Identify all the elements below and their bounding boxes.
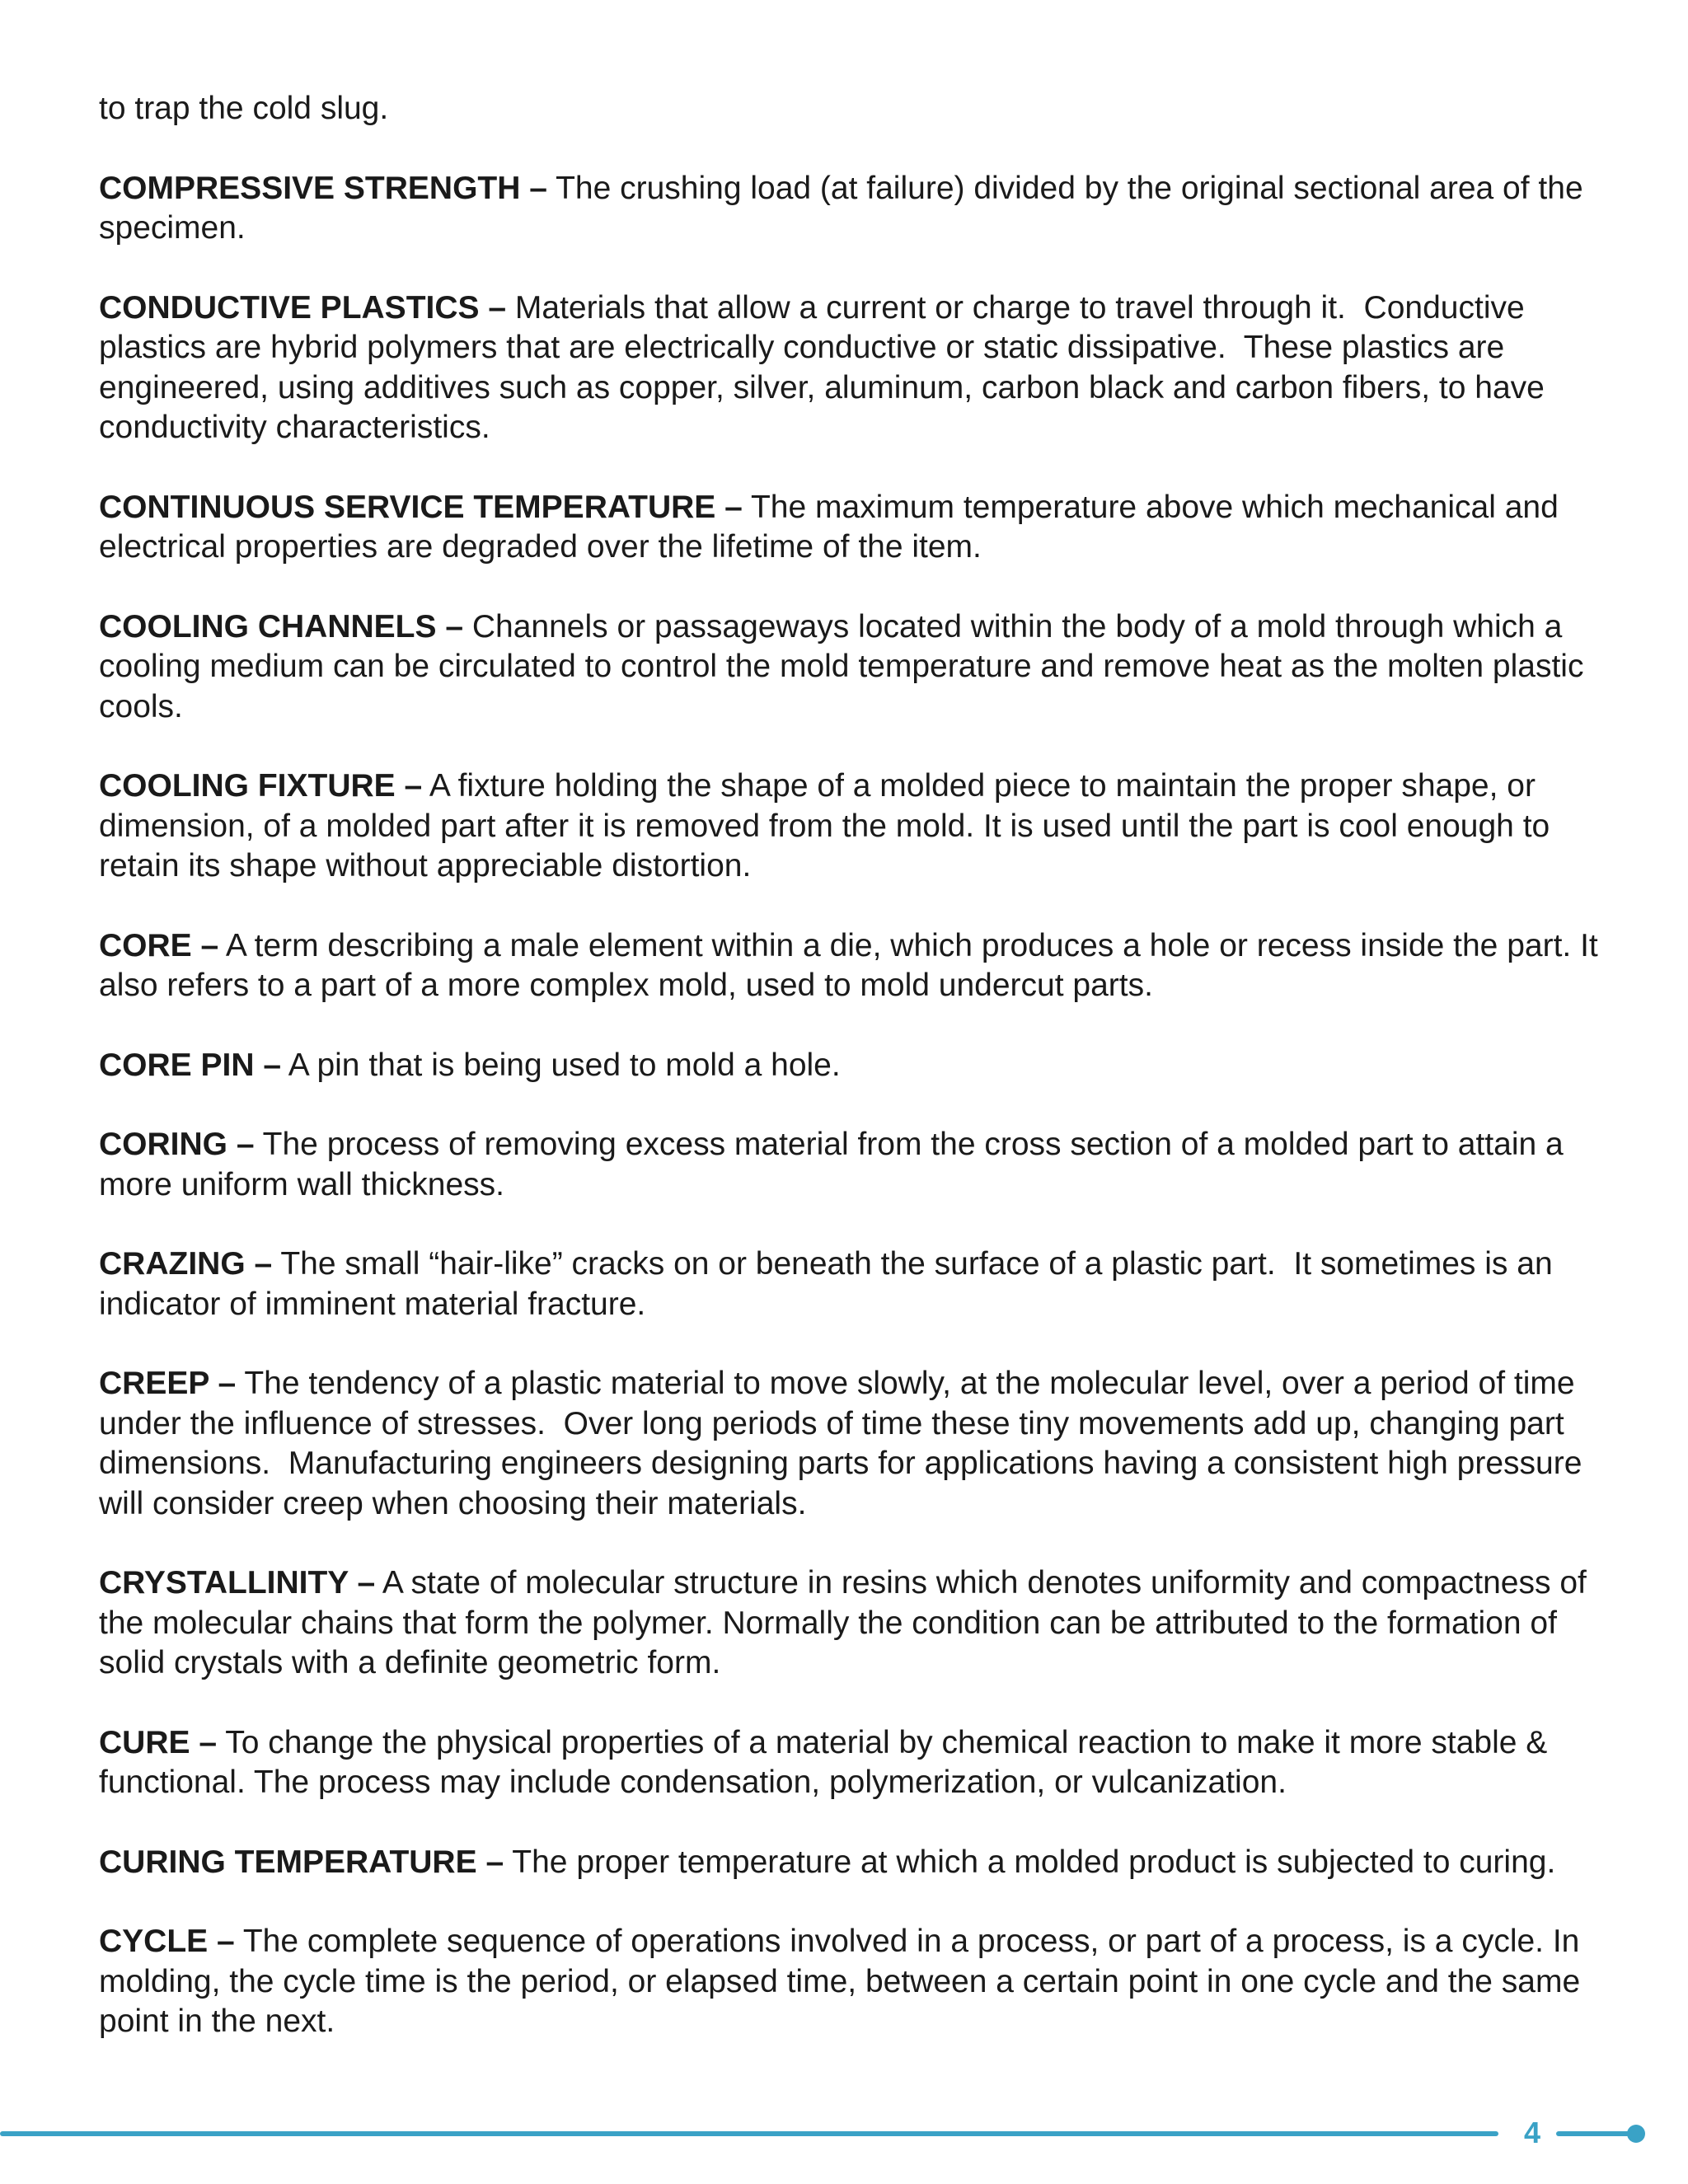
glossary-definition: The crushing load (at failure) divided by the original sectional area of the specimen. <box>99 170 1583 246</box>
glossary-term: CORE PIN – <box>99 1047 282 1083</box>
glossary-content <box>99 89 1607 2082</box>
glossary-definition: A fixture holding the shape of a molded piece to maintain the proper shape, or dimension, of a molded part after it is removed from the mold. It is used until the part is cool enough to retain its shape without appreciable distortion. <box>99 768 1550 883</box>
glossary-term: CURE – <box>99 1724 218 1760</box>
continued-text <box>99 89 1607 129</box>
footer-rule-left <box>0 2131 1498 2136</box>
glossary-definition: A pin that is being used to mold a hole. <box>288 1047 841 1083</box>
glossary-term: CORING – <box>99 1127 255 1162</box>
glossary-definition: The maximum temperature above which mechanical and electrical properties are degraded over the lifetime of the item. <box>99 489 1559 565</box>
glossary-term: COOLING FIXTURE – <box>99 768 423 804</box>
glossary-entry <box>99 288 1607 448</box>
glossary-definition: The complete sequence of operations involved in a process, or part of a process, is a cycle. In molding, the cycle time is the period, or elapsed time, between a certain point in one cycle and the same point in the next. <box>99 1924 1581 2039</box>
footer-rule-right <box>1556 2131 1637 2136</box>
glossary-term: CREEP – <box>99 1366 237 1401</box>
glossary-definition: A state of molecular structure in resins which denotes uniformity and compactness of the molecular chains that form the polymer. Normally the condition can be attributed to the formation of solid crystals with a definite geometric form. <box>99 1565 1587 1680</box>
glossary-entry <box>99 169 1607 249</box>
glossary-term: COMPRESSIVE STRENGTH – <box>99 170 547 206</box>
glossary-entry <box>99 1922 1607 2042</box>
glossary-entry <box>99 488 1607 568</box>
glossary-term: CRYSTALLINITY – <box>99 1565 376 1601</box>
glossary-entry <box>99 1563 1607 1684</box>
glossary-definition: Materials that allow a current or charge to travel through it. Conductive plastics are hybrid polymers that are electrically conductive or static dissipative. These plastics are engineered, using additives such as copper, silver, aluminum, carbon black and carbon fibers, to have conductivity characteristics. <box>99 289 1545 445</box>
glossary-entry <box>99 1723 1607 1803</box>
glossary-entry <box>99 926 1607 1006</box>
glossary-definition: Channels or passageways located within the body of a mold through which a cooling medium can be circulated to control the mold temperature and remove heat as the molten plastic cools. <box>99 608 1584 724</box>
glossary-term: CYCLE – <box>99 1924 235 1959</box>
glossary-term: CONTINUOUS SERVICE TEMPERATURE – <box>99 489 743 525</box>
glossary-definition: The small “hair-like” cracks on or beneath the surface of a plastic part. It sometimes is an indicator of imminent material fracture. <box>99 1246 1553 1322</box>
glossary-definition: A term describing a male element within a die, which produces a hole or recess inside the part. It also refers to a part of a more complex mold, used to mold undercut parts. <box>99 927 1598 1003</box>
glossary-term: CONDUCTIVE PLASTICS – <box>99 289 507 326</box>
continued-text-body: to trap the cold slug. <box>99 91 389 126</box>
glossary-term: COOLING CHANNELS – <box>99 608 464 644</box>
glossary-term: CURING TEMPERATURE – <box>99 1844 504 1880</box>
glossary-entry <box>99 607 1607 728</box>
glossary-definition: The process of removing excess material from the cross section of a molded part to attain a more uniform wall thickness. <box>99 1127 1564 1202</box>
glossary-entry <box>99 1364 1607 1524</box>
glossary-entry <box>99 1244 1607 1324</box>
glossary-entry <box>99 1046 1607 1086</box>
glossary-entry <box>99 1843 1607 1883</box>
glossary-term: CORE – <box>99 927 219 963</box>
footer-dot <box>1627 2125 1645 2143</box>
glossary-entry <box>99 1125 1607 1205</box>
glossary-definition: To change the physical properties of a material by chemical reaction to make it more stable & functional. The process may include condensation, polymerization, or vulcanization. <box>99 1724 1548 1800</box>
page-number: 4 <box>1523 2116 1541 2149</box>
glossary-entry <box>99 766 1607 887</box>
glossary-term: CRAZING – <box>99 1246 273 1282</box>
glossary-definition: The proper temperature at which a molded product is subjected to curing. <box>512 1844 1556 1880</box>
glossary-definition: The tendency of a plastic material to move slowly, at the molecular level, over a period of time under the influence of stresses. Over long periods of time these tiny movements add up, changing part dimensions. Manufacturing engineers designing parts for applications having a consistent high pressure will consider creep when choosing their materials. <box>99 1366 1582 1521</box>
